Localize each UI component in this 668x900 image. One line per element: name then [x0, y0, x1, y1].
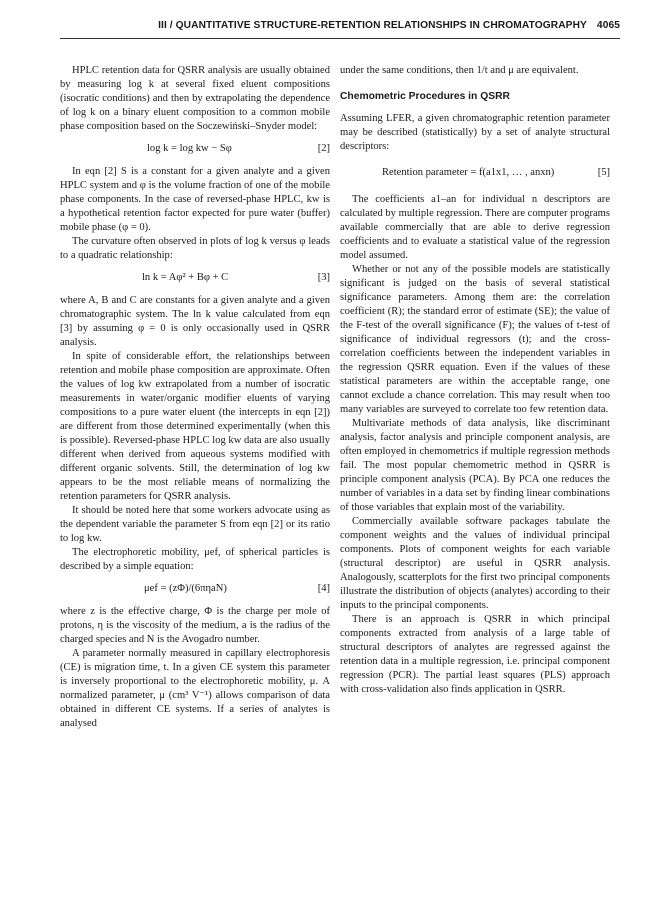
section-heading: Chemometric Procedures in QSRR — [340, 91, 510, 102]
paragraph: There is an approach is QSRR in which principal components extracted from analysis of a large table of structural descriptors of analytes are regressed against the retention data in a multiple regression, i.e. principal component regression (PCR). The partial least squares (PLS) approach with cross-validation also finds application in QSRR. — [340, 614, 610, 695]
paragraph: where z is the effective charge, Φ is the charge per mole of protons, η is the viscosity of the medium, a is the radius of the charged species and N is the Avogadro number. — [60, 606, 330, 645]
paragraph: under the same conditions, then 1/t and μ are equivalent. — [340, 65, 579, 76]
equation-3 — [60, 271, 330, 285]
equation-number: [4] — [317, 583, 330, 594]
paragraph: Assuming LFER, a given chromatographic retention parameter may be described (statistically) by a set of analyte structural descriptors: — [340, 113, 610, 152]
equation-expression: Retention parameter = f(a1x1, … , anxn) — [382, 167, 555, 178]
running-header — [60, 20, 620, 39]
equation-number: [5] — [597, 167, 610, 178]
paragraph: The curvature often observed in plots of log k versus φ leads to a quadratic relationship: — [60, 236, 330, 261]
paragraph: Commercially available software packages tabulate the component weights and the values of individual principal components. Plots of component weights for each variable (structural descriptor) are useful in QSRR analysis. Analogously, scatterplots for the first two principal components illustrate the distribution of objects (analytes) according to their inputs to the principal components. — [340, 516, 610, 611]
equation-number: [2] — [317, 143, 330, 154]
equation-2 — [60, 142, 330, 156]
paragraph: where A, B and C are constants for a given analyte and a given chromatographic system. The ln k value calculated from eqn [3] by assuming φ = 0 is only occasionally used in QSRR analysis. — [60, 295, 330, 348]
paragraph: Whether or not any of the possible models are statistically significant is judged on the basis of several statistical significance parameters. Among them are: the correlation coefficient (R); the standard error of estimate (SE); the value of the F-test of the overall significance (F); the values of t-test of significance of individual regressors (t); and the cross-correlation coefficients between the independent variables in the regression QSRR equation. Even if the values of these statistical parameters are within the acceptable range, one cannot exclude a chance correlation. This may result when too many variables are surveyed to correlate too few retention data. — [340, 264, 610, 415]
equation-number: [3] — [317, 272, 330, 283]
left-column — [60, 64, 330, 731]
paragraph: In spite of considerable effort, the relationships between retention and mobile phase composition are approximate. Often the values of log kw extrapolated from a number of isocratic measurements in water/organic modifier eluents of varying compositions to a pure water eluent (the intercepts in eqn [2]) are different from those determined experimentally (when this is possible). Reversed-phase HPLC log kw data are also usually different when derived from aqueous systems modified with different organic solvents. Still, the determination of log kw appears to be the most reliable means of normalizing the retention parameters for QSRR analysis. — [60, 351, 330, 502]
equation-expression: μef = (zΦ)/(6πηaN) — [144, 583, 227, 594]
page-number: 4065 — [596, 20, 620, 31]
equation-expression: ln k = Aφ² + Bφ + C — [142, 272, 229, 283]
header-title: III / QUANTITATIVE STRUCTURE-RETENTION RELATIONSHIPS IN CHROMATOGRAPHY — [158, 20, 587, 31]
equation-4 — [60, 582, 330, 596]
right-column — [340, 64, 610, 697]
paragraph: In eqn [2] S is a constant for a given analyte and a given HPLC system and φ is the volume fraction of one of the mobile phase components. In the case of reversed-phase HPLC, kw is a hypothetical retention factor expected for pure water (buffer) mobile phase (φ = 0). — [60, 166, 330, 233]
paragraph: A parameter normally measured in capillary electrophoresis (CE) is migration time, t. In a given CE system this parameter is inversely proportional to the electrophoretic mobility, μ. A normalized parameter, μ (cm³ V⁻¹) allows comparison of data obtained in different CE systems. If a series of analytes is analysed — [60, 648, 330, 729]
paragraph: HPLC retention data for QSRR analysis are usually obtained by measuring log k at several fixed eluent compositions (isocratic conditions) and then by extrapolating the dependence of log k on a binary eluent composition to a common mobile phase composition based on the Soczewiński–Snyder model: — [60, 65, 330, 132]
equation-5 — [340, 166, 610, 180]
paragraph: The coefficients a1–an for individual n descriptors are calculated by multiple regression. There are computer programs available commercially that are able to derive regression coefficients and to evaluate a statistical value of the regression model assumed. — [340, 194, 610, 261]
paragraph: The electrophoretic mobility, μef, of spherical particles is described by a simple equation: — [60, 547, 330, 572]
paragraph: Multivariate methods of data analysis, like discriminant analysis, factor analysis and principle component analysis, are often employed in chemometrics if multiple regression methods fail. The most popular chemometric method in QSRR is principle component analysis (PCA). By PCA one reduces the number of variables in a data set by finding linear combinations of those variables that explain most of the variability. — [340, 418, 610, 513]
equation-expression: log k = log kw − Sφ — [147, 143, 232, 154]
paragraph: It should be noted here that some workers advocate using as the dependent variable the parameter S from eqn [2] or its ratio to log kw. — [60, 505, 330, 544]
